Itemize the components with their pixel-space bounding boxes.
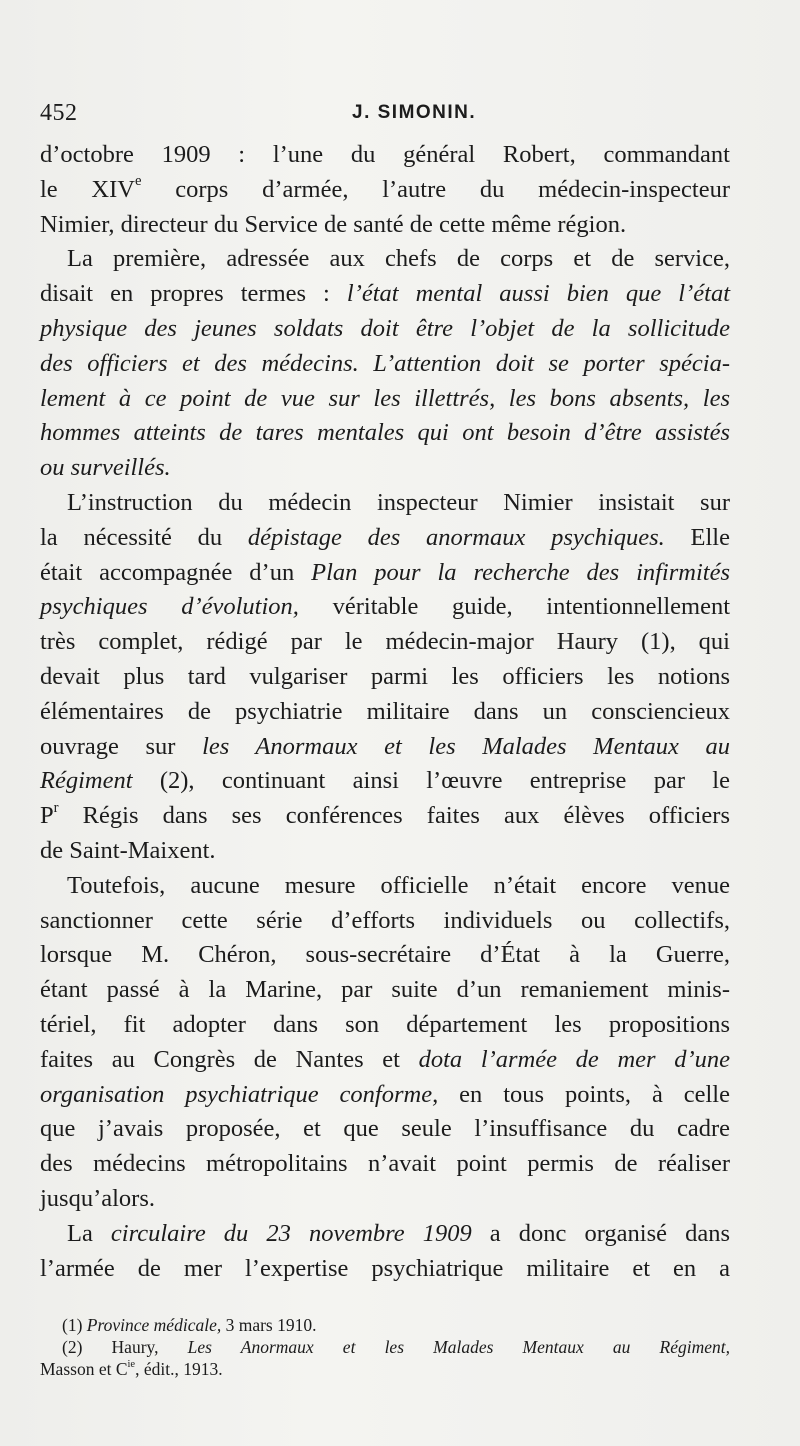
italic-text: physique des jeunes soldats doit être l’objet de la sollicitude xyxy=(40,314,730,342)
text-run: en tous points, à celle xyxy=(438,1080,730,1108)
text-run: était accompagnée d’un xyxy=(40,558,312,586)
italic-text: ou surveillés. xyxy=(40,454,171,482)
text-run: Régis dans ses conférences faites aux élèves officiers xyxy=(58,802,730,830)
text-run: Nimier, directeur du Service de santé de cette même région. xyxy=(40,210,627,238)
text-line xyxy=(40,486,730,521)
italic-text: dota l’armée de mer d’une xyxy=(418,1045,730,1073)
text-run: Elle xyxy=(664,523,730,551)
text-line xyxy=(40,730,730,765)
text-run: faites au Congrès de Nantes et xyxy=(40,1045,419,1073)
text-run: véritable guide, intentionnellement xyxy=(298,593,731,621)
text-line xyxy=(40,938,730,973)
body-text xyxy=(40,138,730,1286)
italic-text: lement à ce point de vue sur les illettrés, les bons absents, les xyxy=(40,384,730,412)
italic-text: circulaire du 23 novembre 1909 xyxy=(110,1219,472,1247)
text-line xyxy=(40,556,730,591)
text-run: ouvrage sur xyxy=(40,732,203,760)
text-line xyxy=(40,277,730,312)
text-line xyxy=(40,382,730,417)
text-run: devait plus tard vulgariser parmi les officiers les notions xyxy=(40,662,730,690)
text-run: de Saint-Maixent. xyxy=(40,836,216,864)
text-line xyxy=(40,347,730,382)
italic-text: psychiques d’évolution, xyxy=(40,593,299,621)
text-line xyxy=(40,904,730,939)
text-run: (2), continuant ainsi l’œuvre entreprise par le xyxy=(132,767,730,795)
text-line xyxy=(40,138,730,173)
footnote-line xyxy=(40,1358,730,1380)
text-run: très complet, rédigé par le médecin-major Haury (1), qui xyxy=(40,628,730,656)
text-run: L’instruction du médecin inspecteur Nimier insistait sur xyxy=(67,488,730,516)
italic-text: des officiers et des médecins. L’attention doit se porter spécia- xyxy=(40,349,730,377)
text-run: que j’avais proposée, et que seule l’insuffisance du cadre xyxy=(40,1115,730,1143)
italic-text: Les Anormaux et les Malades Mentaux au Régiment, xyxy=(187,1337,730,1357)
text-line xyxy=(40,1182,730,1217)
page-number: 452 xyxy=(40,100,78,126)
text-line xyxy=(40,799,730,834)
footnote-line xyxy=(40,1336,730,1358)
text-line xyxy=(40,1078,730,1113)
italic-text: hommes atteints de tares mentales qui ont besoin d’être assistés xyxy=(40,419,730,447)
text-run: la nécessité du xyxy=(40,523,248,551)
text-line xyxy=(40,590,730,625)
text-run: 3 mars 1910. xyxy=(221,1315,317,1335)
italic-text: dépistage des anormaux psychiques. xyxy=(247,523,665,551)
text-run: étant passé à la Marine, par suite d’un remaniement minis- xyxy=(40,976,730,1004)
text-run: lorsque M. Chéron, sous-secrétaire d’État à la Guerre, xyxy=(40,941,730,969)
text-line xyxy=(40,834,730,869)
italic-text: organisation psychiatrique conforme, xyxy=(40,1080,439,1108)
italic-text: Plan pour la recherche des infirmités xyxy=(311,558,730,586)
text-line xyxy=(40,695,730,730)
text-line xyxy=(40,208,730,243)
superscript: r xyxy=(53,799,59,816)
text-line xyxy=(40,625,730,660)
italic-text: Régiment xyxy=(40,767,133,795)
text-run: d’octobre 1909 : l’une du général Robert, commandant xyxy=(40,141,730,168)
superscript: e xyxy=(134,173,142,190)
text-line xyxy=(40,764,730,799)
footnotes xyxy=(40,1314,730,1380)
text-run: , édit., 1913. xyxy=(135,1359,223,1379)
italic-text: Province médicale, xyxy=(86,1315,222,1335)
text-run: a donc organisé dans xyxy=(471,1219,730,1247)
text-line xyxy=(40,1043,730,1078)
text-run: le XIV xyxy=(40,175,135,203)
text-run: Masson et C xyxy=(40,1359,128,1379)
text-run: disait en propres termes : xyxy=(40,280,347,308)
text-run: jusqu’alors. xyxy=(40,1184,155,1212)
text-line xyxy=(40,1252,730,1287)
text-line xyxy=(40,451,730,486)
italic-text: les Anormaux et les Malades Mentaux au xyxy=(202,732,730,760)
text-run: (1) xyxy=(62,1315,87,1335)
text-line xyxy=(40,1008,730,1043)
text-run: sanctionner cette série d’efforts individuels ou collectifs, xyxy=(40,906,730,934)
text-line xyxy=(40,869,730,904)
text-line xyxy=(40,242,730,277)
text-line xyxy=(40,660,730,695)
text-line xyxy=(40,521,730,556)
text-run: élémentaires de psychiatrie militaire dans un consciencieux xyxy=(40,697,730,725)
text-run: Toutefois, aucune mesure officielle n’était encore venue xyxy=(67,871,730,899)
running-head xyxy=(40,100,730,130)
footnote-line xyxy=(40,1314,730,1336)
text-line xyxy=(40,1112,730,1147)
italic-text: l’état mental aussi bien que l’état xyxy=(346,280,730,308)
text-run: tériel, fit adopter dans son département les propositions xyxy=(40,1010,730,1038)
text-run: P xyxy=(40,802,54,830)
text-run: (2) Haury, xyxy=(62,1337,188,1357)
text-run: des médecins métropolitains n’avait point permis de réaliser xyxy=(40,1150,730,1178)
text-line xyxy=(40,173,730,208)
text-run: La première, adressée aux chefs de corps et de service, xyxy=(67,245,730,273)
text-line xyxy=(40,1147,730,1182)
text-line xyxy=(40,312,730,347)
text-run: La xyxy=(67,1219,111,1247)
text-line xyxy=(40,416,730,451)
text-run: corps d’armée, l’autre du médecin-inspecteur xyxy=(141,175,730,203)
superscript: ie xyxy=(127,1358,136,1370)
text-line xyxy=(40,973,730,1008)
text-line xyxy=(40,1217,730,1252)
text-run: l’armée de mer l’expertise psychiatrique militaire et en a xyxy=(40,1254,730,1282)
running-head-author: J. SIMONIN. xyxy=(352,102,477,123)
